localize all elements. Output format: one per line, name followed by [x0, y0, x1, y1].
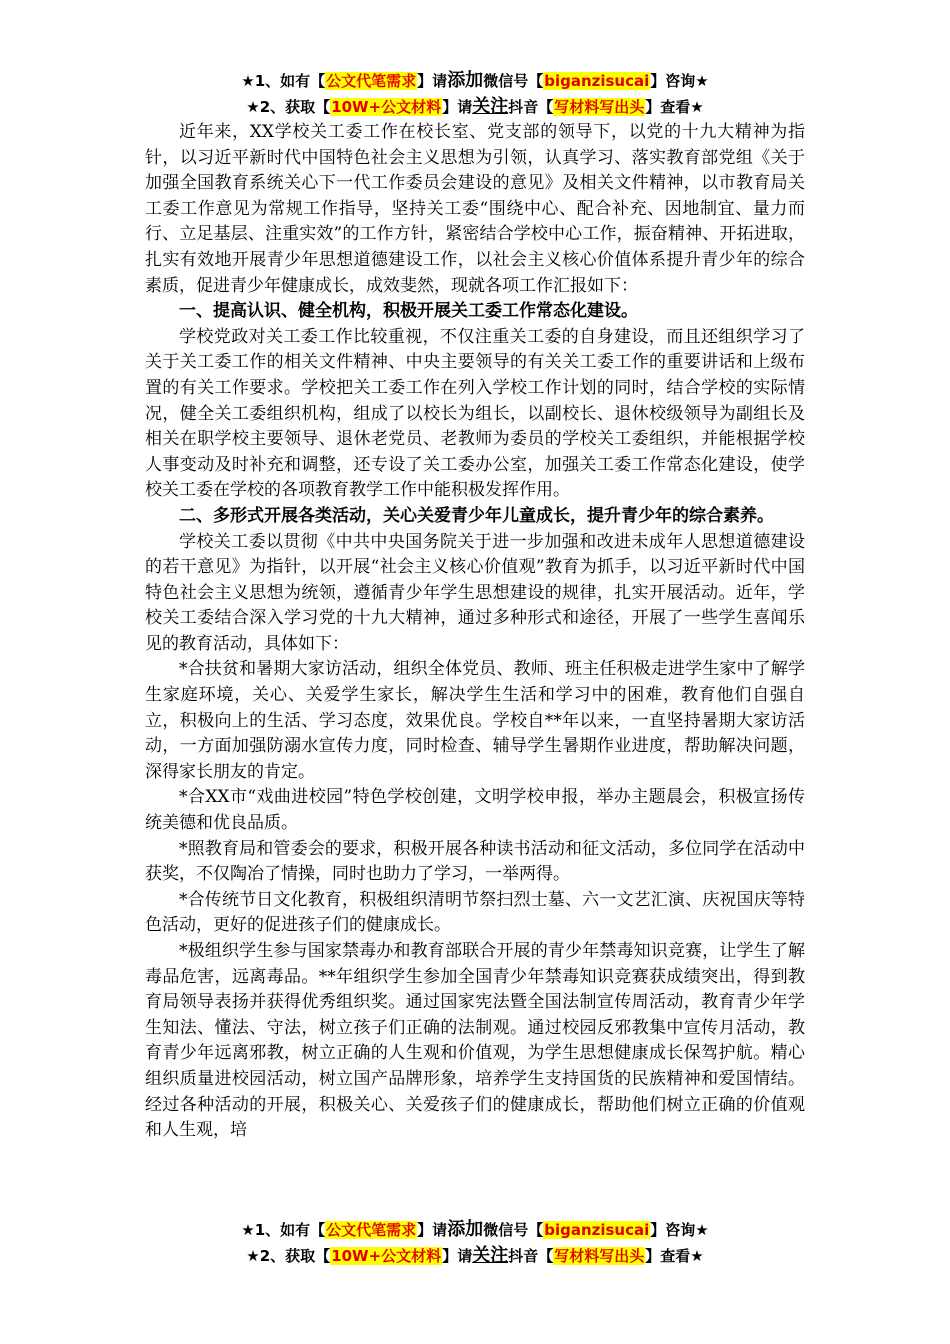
banner-text: ★1、如有【 [241, 1221, 326, 1239]
banner-highlight: 公文代笔需求 [326, 72, 417, 90]
list-item: *合传统节日文化教育，积极组织清明节祭扫烈士墓、六一文艺汇演、庆祝国庆等特色活动，更好的促进孩子们的健康成长。 [145, 889, 805, 936]
banner-text: ★2、获取【 [246, 1247, 331, 1265]
paragraph: 学校党政对关工委工作比较重视，不仅注重关工委的自身建设，而且还组织学习了关于关工委工作的相关文件精神、中央主要领导的有关关工委工作的重要讲话和上级布置的有关工作要求。学校把关工委工作在列入学校工作计划的同时，结合学校的实际情况，健全关工委组织机构，组成了以校长为组长，以副校长、退休校级领导为副组长及相关在职学校主要领导、退休老党员、老教师为委员的学校关工委组织，并能根据学校人事变动及时补充和调整，还专设了关工委办公室，加强关工委工作常态化建设，使学校关工委在学校的各项教育教学工作中能积极发挥作用。 [145, 326, 805, 501]
banner-text: 抖音【 [508, 98, 554, 116]
banner-text: 】请 [417, 72, 448, 90]
banner-highlight-wechat: biganzisucai [544, 1221, 650, 1239]
banner-line-1 [145, 68, 805, 94]
section-heading: 一、提高认识、健全机构，积极开展关工委工作常态化建设。 [179, 301, 638, 322]
banner-highlight: 10W+公文材料 [331, 98, 442, 116]
banner-highlight: 公文代笔需求 [326, 1221, 417, 1239]
list-item: *合XX市“戏曲进校园”特色学校创建，文明学校申报，举办主题晨会，积极宣扬传统美德和优良品质。 [145, 787, 805, 834]
banner-text: 】咨询★ [650, 1221, 709, 1239]
list-item: *照教育局和管委会的要求，积极开展各种读书活动和征文活动，多位同学在活动中获奖，不仅陶冶了情操，同时也助力了学习，一举两得。 [145, 838, 805, 885]
list-item: *极组织学生参与国家禁毒办和教育部联合开展的青少年禁毒知识竞赛，让学生了解毒品危害，远离毒品。**年组织学生参加全国青少年禁毒知识竞赛获成绩突出，得到教育局领导表扬并获得优秀组织奖。通过国家宪法暨全国法制宣传周活动，教育青少年学生知法、懂法、守法，树立孩子们正确的法制观。通过校园反邪教集中宣传月活动，教育青少年远离邪教，树立正确的人生观和价值观，为学生思想健康成长保驾护航。精心组织质量进校园活动，树立国产品牌形象，培养学生支持国货的民族精神和爱国情结。经过各种活动的开展，积极关心、关爱孩子们的健康成长，帮助他们树立正确的价值观和人生观，培 [145, 941, 805, 1141]
banner-text: ★1、如有【 [241, 72, 326, 90]
document-body [145, 120, 805, 1144]
banner-line-1 [145, 1217, 805, 1243]
banner-text: 】请 [442, 98, 473, 116]
banner-text: 微信号【 [483, 72, 544, 90]
banner-text: 】咨询★ [650, 72, 709, 90]
list-item: *合扶贫和暑期大家访活动，组织全体党员、教师、班主任积极走进学生家中了解学生家庭环境，关心、关爱学生家长，解决学生生活和学习中的困难，教育他们自强自立，积极向上的生活、学习态度，效果优良。学校自**年以来，一直坚持暑期大家访活动，一方面加强防溺水宣传力度，同时检查、辅导学生暑期作业进度，帮助解决问题，深得家长朋友的肯定。 [145, 659, 805, 782]
banner-line-2 [145, 94, 805, 120]
banner-emphasis: 关注 [472, 1245, 509, 1266]
banner-emphasis: 添加 [447, 1219, 484, 1240]
banner-emphasis: 关注 [472, 96, 509, 117]
document-page [145, 68, 805, 1144]
banner-text: 抖音【 [508, 1247, 554, 1265]
banner-text: 】请 [417, 1221, 448, 1239]
banner-text: 】查看★ [645, 98, 704, 116]
section-heading: 二、多形式开展各类活动，关心关爱青少年儿童成长，提升青少年的综合素养。 [179, 505, 774, 526]
promo-banner-top [145, 68, 805, 120]
banner-text: 】查看★ [645, 1247, 704, 1265]
promo-banner-bottom [145, 1217, 805, 1269]
banner-emphasis: 添加 [447, 70, 484, 91]
banner-text: 微信号【 [483, 1221, 544, 1239]
paragraph: 学校关工委以贯彻《中共中央国务院关于进一步加强和改进未成年人思想道德建设的若干意见》为指针，以开展“社会主义核心价值观”教育为抓手，以习近平新时代中国特色社会主义思想为统领，遵循青少年学生思想建设的规律，扎实开展活动。近年，学校关工委结合深入学习党的十九大精神，通过多种形式和途径，开展了一些学生喜闻乐见的教育活动，具体如下： [145, 531, 805, 654]
banner-highlight: 10W+公文材料 [331, 1247, 442, 1265]
banner-highlight-douyin: 写材料写出头 [554, 1247, 645, 1265]
paragraph: 近年来，XX学校关工委工作在校长室、党支部的领导下，以党的十九大精神为指针，以习近平新时代中国特色社会主义思想为引领，认真学习、落实教育部党组《关于加强全国教育系统关心下一代工作委员会建设的意见》及相关文件精神，以市教育局关工委工作意见为常规工作指导，坚持关工委“围绕中心、配合补充、因地制宜、量力而行、立足基层、注重实效”的工作方针，紧密结合学校中心工作，振奋精神、开拓进取，扎实有效地开展青少年思想道德建设工作，以社会主义核心价值体系提升青少年的综合素质，促进青少年健康成长，成效斐然，现就各项工作汇报如下： [145, 122, 805, 296]
banner-highlight-douyin: 写材料写出头 [554, 98, 645, 116]
banner-text: ★2、获取【 [246, 98, 331, 116]
banner-highlight-wechat: biganzisucai [544, 72, 650, 90]
banner-line-2 [145, 1243, 805, 1269]
banner-text: 】请 [442, 1247, 473, 1265]
